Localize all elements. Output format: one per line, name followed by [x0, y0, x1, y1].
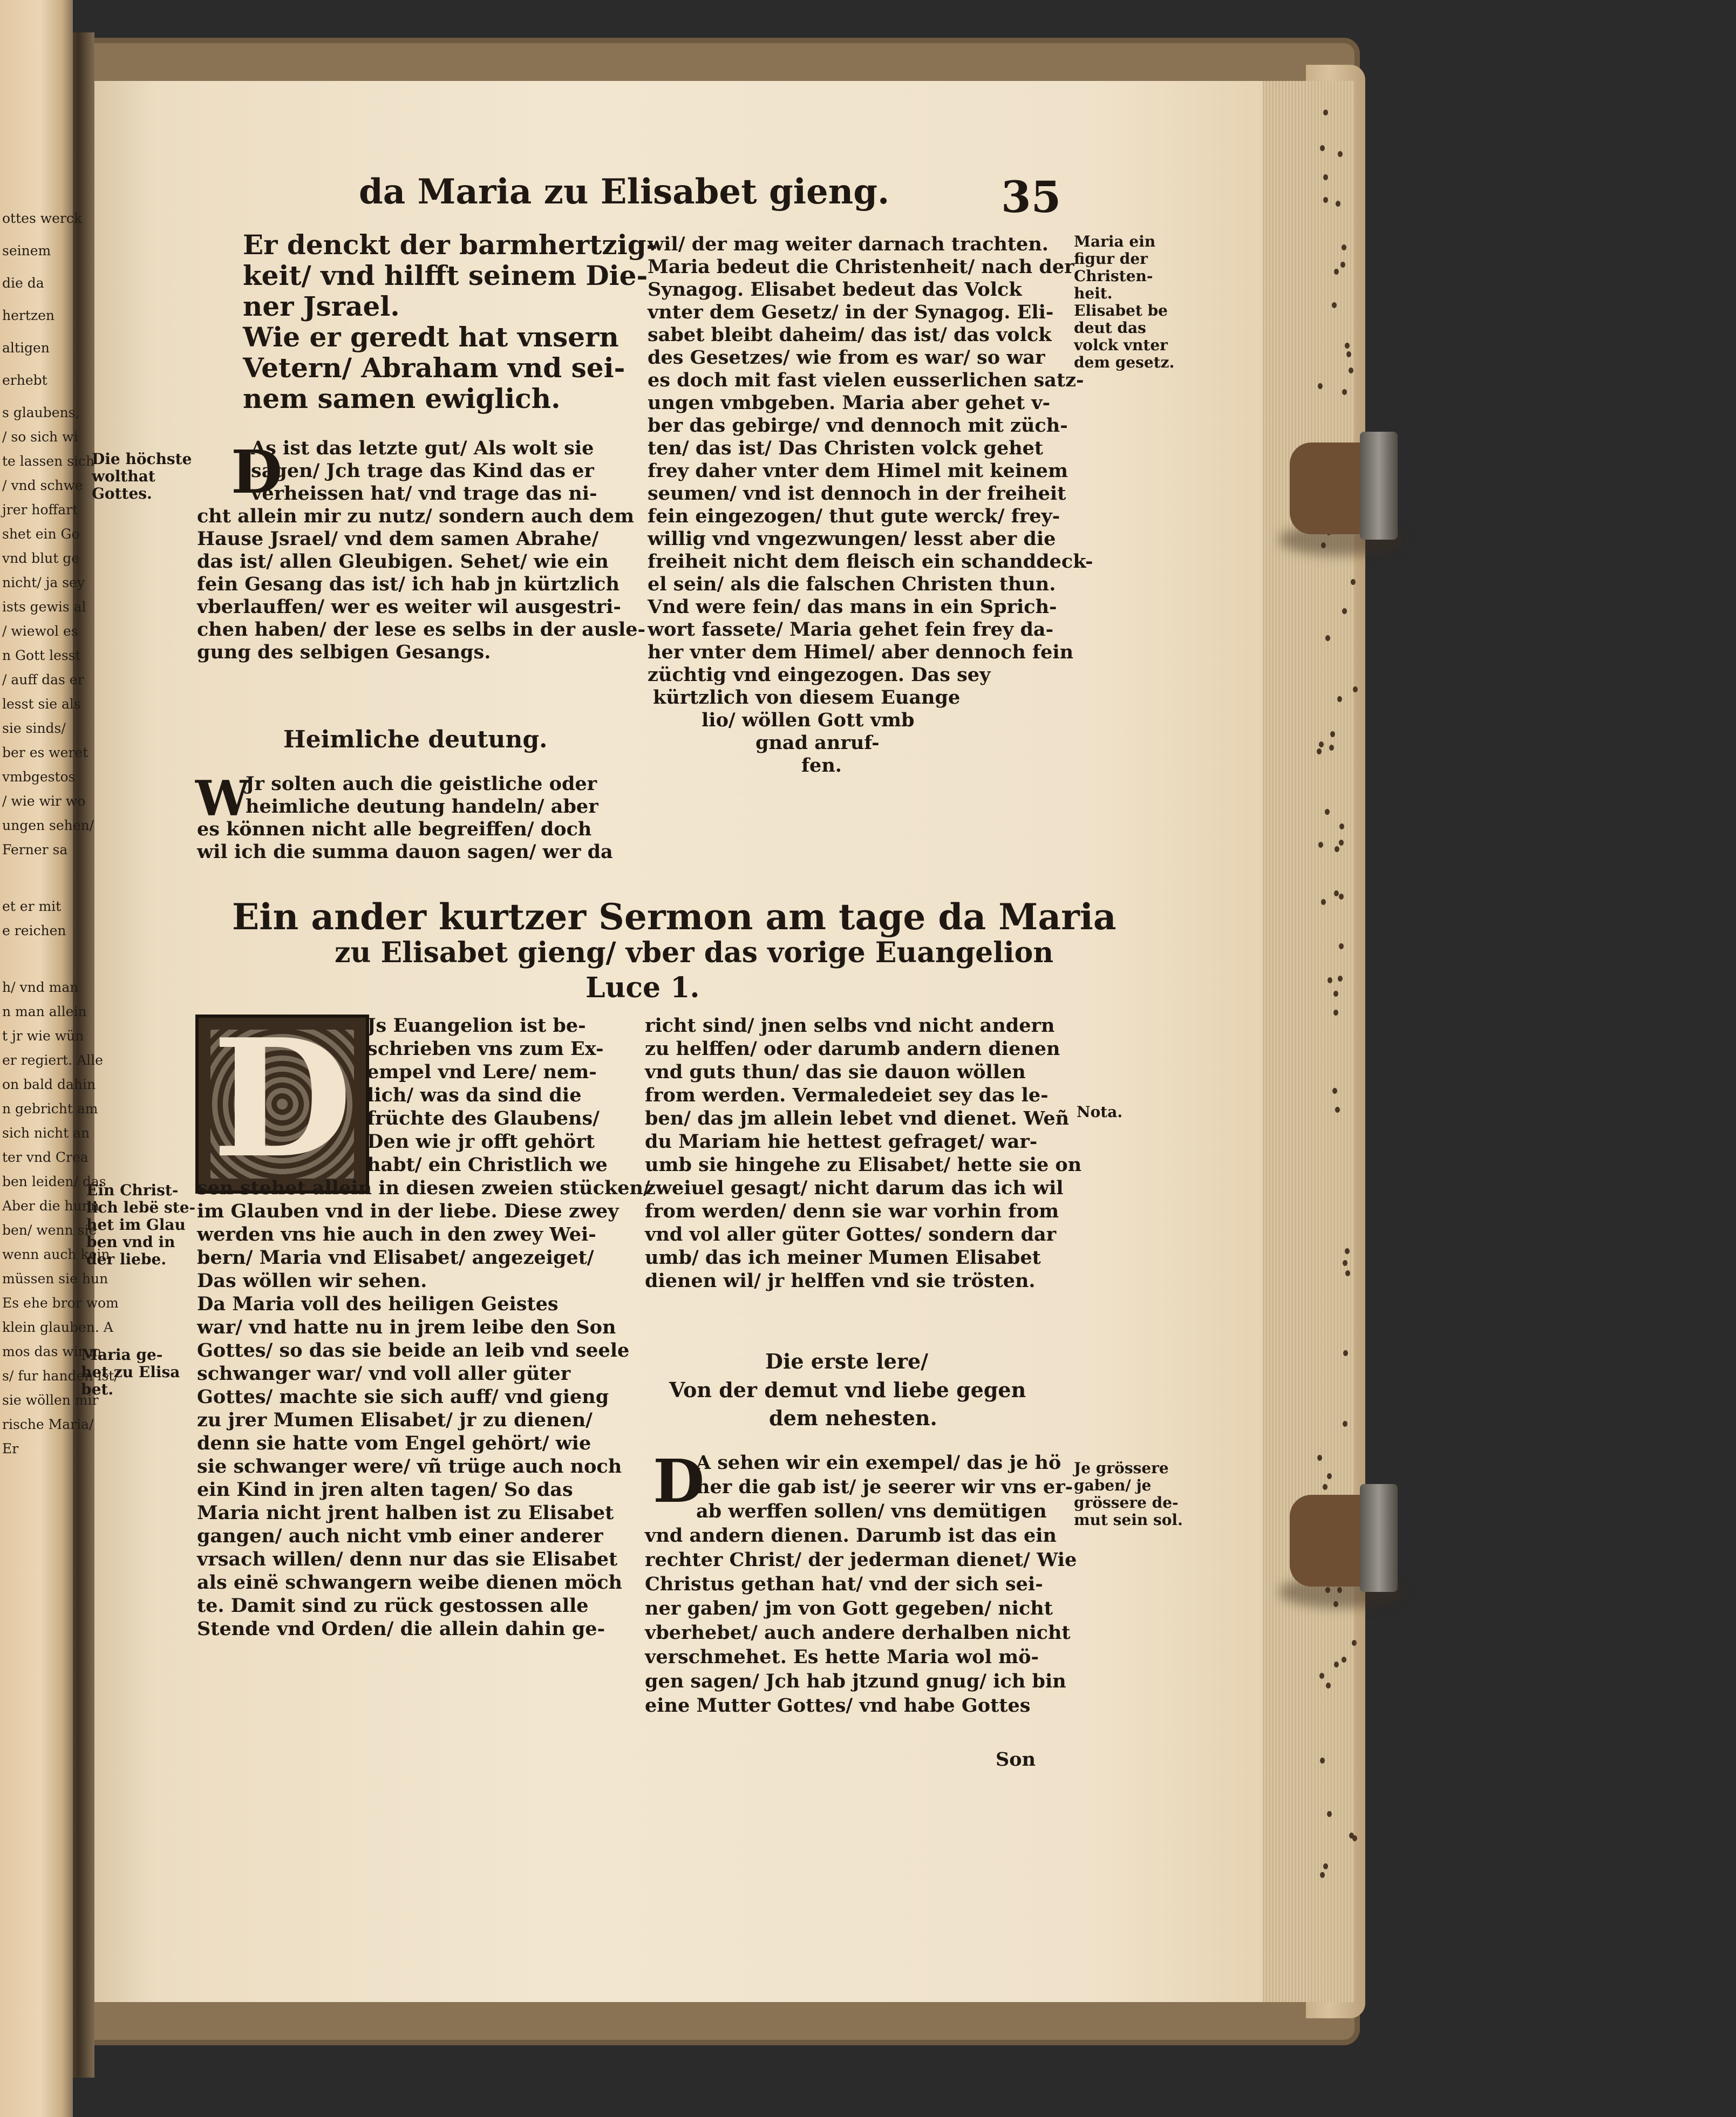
paragraph-line: vnd guts thun/ das sie dauon wöllen	[645, 1061, 1026, 1083]
ornamental-initial-d: D	[195, 1015, 369, 1194]
left-page-line: hertzen	[2, 308, 55, 323]
book-clasp-bottom	[1290, 1479, 1408, 1603]
paragraph-line: bern/ Maria vnd Elisabet/ angezeiget/	[197, 1247, 594, 1269]
paragraph-line: fein eingezogen/ thut gute werck/ frey-	[648, 505, 1060, 527]
paragraph-line: umb/ das ich meiner Mumen Elisabet	[645, 1247, 1041, 1269]
left-page-line: ben leiden/ das	[2, 1174, 106, 1189]
paragraph-line: dienen wil/ jr helffen vnd sie trösten.	[645, 1270, 1036, 1292]
paragraph-line: Vnd were fein/ das mans in ein Sprich-	[648, 596, 1057, 618]
left-page-line: ottes werck	[2, 210, 83, 226]
folio-number: 35	[1001, 172, 1061, 222]
margin-note-line: Ein Christ-	[86, 1181, 179, 1199]
margin-note-line: mut sein sol.	[1074, 1511, 1183, 1529]
paragraph-line: Stende vnd Orden/ die allein dahin ge-	[197, 1618, 605, 1640]
paragraph-line: from werden/ denn sie war vorhin from	[645, 1200, 1059, 1222]
left-page-line: / vnd schwe	[2, 478, 83, 493]
paragraph-line: Christus gethan hat/ vnd der sich sei-	[645, 1573, 1043, 1595]
verse-line: Er denckt der barmhertzig-	[243, 229, 658, 261]
margin-note-line: gaben/ je	[1074, 1476, 1152, 1494]
margin-note-line: ben vnd in	[86, 1233, 175, 1251]
paragraph-line: Jr solten auch die geistliche oder	[246, 773, 597, 795]
paragraph-line: Gottes/ so das sie beide an leib vnd seele	[197, 1339, 630, 1362]
paragraph-line: gen sagen/ Jch hab jtzund gnug/ ich bin	[645, 1670, 1066, 1692]
verse-line: ner Jsrael.	[243, 290, 400, 322]
dropcap-d-3: D	[653, 1446, 705, 1516]
paragraph-line: schwanger war/ vnd voll aller güter	[197, 1363, 571, 1385]
margin-note-line: dem gesetz.	[1074, 353, 1175, 371]
margin-note-line: Maria ge-	[81, 1346, 163, 1364]
margin-note-line: heit.	[1074, 284, 1113, 302]
left-page-line: nicht/ ja sey	[2, 575, 85, 590]
paragraph-line: wil/ der mag weiter darnach trachten.	[648, 233, 1049, 255]
left-page-line: vnd blut ge	[2, 550, 80, 566]
paragraph-line: from werden. Vermaledeiet sey das le-	[645, 1084, 1049, 1106]
left-page-line: n man allein	[2, 1004, 87, 1019]
paragraph-line: fein Gesang das ist/ ich hab jn kürtzlich	[197, 573, 619, 595]
paragraph-line: gangen/ auch nicht vmb einer anderer	[197, 1525, 603, 1547]
paragraph-line: umb sie hingehe zu Elisabet/ hette sie on	[645, 1154, 1082, 1176]
paragraph-line: als einë schwangern weibe dienen möch	[197, 1571, 622, 1594]
paragraph-line: freiheit nicht dem fleisch ein schanddeck-	[648, 550, 1093, 573]
subheading-nehesten: dem nehesten.	[769, 1406, 937, 1430]
paragraph-line: vnd vol aller güter Gottes/ sondern dar	[645, 1223, 1057, 1245]
paragraph-line: ab werffen sollen/ vns demütigen	[696, 1500, 1047, 1522]
page-edges	[1252, 81, 1354, 2002]
left-page-line: h/ vnd man	[2, 979, 79, 995]
left-page-line: / wie wir wo	[2, 793, 86, 809]
margin-note-line: het zu Elisa	[81, 1363, 180, 1381]
left-page-line: klein glauben. A	[2, 1319, 113, 1335]
paragraph-line: züchtig vnd eingezogen. Das sey	[648, 664, 991, 686]
paragraph-line: früchte des Glaubens/	[367, 1107, 600, 1129]
left-page-line: ber es weret	[2, 745, 88, 760]
paragraph-line: ungen vmbgeben. Maria aber gehet v-	[648, 392, 1051, 414]
sermon-heading-line1: Ein ander kurtzer Sermon am tage da Maria	[232, 896, 1117, 938]
left-page-line: ungen sehen/	[2, 818, 94, 833]
left-page-line: t jr wie wün	[2, 1028, 84, 1044]
paragraph-line: rechter Christ/ der jederman dienet/ Wie	[645, 1549, 1077, 1571]
margin-note-line: Die höchste	[92, 450, 192, 468]
paragraph-line: vnd andern dienen. Darumb ist das ein	[645, 1524, 1057, 1547]
paragraph-line: Js Euangelion ist be-	[367, 1015, 586, 1037]
paragraph-line: Gottes/ machte sie sich auff/ vnd gieng	[197, 1386, 609, 1408]
paragraph-line: ner gaben/ jm von Gott gegeben/ nicht	[645, 1597, 1053, 1619]
sermon-heading-line2: zu Elisabet gieng/ vber das vorige Euangelion	[335, 936, 1054, 969]
margin-note-line: het im Glau	[86, 1216, 186, 1234]
left-page-line: er regiert. Alle	[2, 1052, 103, 1068]
sermon-heading-line3: Luce 1.	[586, 971, 700, 1004]
paragraph-line: sagen/ Jch trage das Kind das er	[251, 460, 594, 482]
margin-note-line: volck vnter	[1074, 336, 1168, 354]
paragraph-line: lio/ wöllen Gott vmb	[702, 709, 915, 731]
paragraph-line: werden vns hie auch in den zwey Wei-	[197, 1223, 596, 1245]
left-page-line: shet ein Go	[2, 526, 80, 542]
left-page-line: mos das wir m	[2, 1344, 102, 1359]
left-page-line: te lassen sich	[2, 453, 95, 469]
paragraph-line: her die gab ist/ je seerer wir vns er-	[696, 1476, 1073, 1498]
paragraph-line: du Mariam hie hettest gefraget/ war-	[645, 1131, 1038, 1153]
left-page-line: s glaubens,	[2, 405, 80, 420]
paragraph-line: Maria bedeut die Christenheit/ nach der	[648, 256, 1074, 278]
catchword: Son	[996, 1748, 1036, 1771]
margin-note-line: Nota.	[1077, 1103, 1123, 1121]
left-page-line: Er	[2, 1441, 19, 1456]
paragraph-line: es können nicht alle begreiffen/ doch	[197, 818, 592, 840]
verse-line: Wie er geredt hat vnsern	[243, 321, 619, 353]
paragraph-line: chen haben/ der lese es selbs in der ausle-	[197, 618, 646, 641]
paragraph-line: sabet bleibt daheim/ das ist/ das volck	[648, 324, 1052, 346]
left-page-line: Aber die hunn	[2, 1198, 99, 1214]
margin-note-line: lich lebë ste-	[86, 1199, 196, 1216]
left-page-line: sie wöllen mir	[2, 1392, 99, 1408]
paragraph-line: gnad anruf-	[755, 732, 880, 754]
paragraph-line: frey daher vnter dem Himel mit keinem	[648, 460, 1068, 482]
paragraph-line: kürtzlich von diesem Euange	[653, 686, 961, 709]
paragraph-line: denn sie hatte vom Engel gehört/ wie	[197, 1432, 591, 1454]
margin-note-line: deut das	[1074, 319, 1146, 337]
left-page-line: jrer hoffart	[2, 502, 78, 518]
paragraph-line: war/ vnd hatte nu in jrem leibe den Son	[197, 1316, 616, 1338]
left-page-line: / so sich wi	[2, 429, 78, 445]
verse-line: Vetern/ Abraham vnd sei-	[243, 352, 625, 384]
paragraph-line: im Glauben vnd in der liebe. Diese zwey	[197, 1200, 619, 1222]
paragraph-line: vnter dem Gesetz/ in der Synagog. Eli-	[648, 301, 1054, 323]
left-page-line: lesst sie als	[2, 696, 81, 712]
margin-note-line: figur der	[1074, 250, 1148, 268]
left-page-line: ter vnd Crea	[2, 1149, 88, 1165]
paragraph-line: seumen/ vnd ist dennoch in der freiheit	[648, 482, 1066, 505]
left-page-line: / auff das er	[2, 672, 84, 687]
left-page-line: / wiewol es	[2, 623, 78, 639]
paragraph-line: Den wie jr offt gehört	[367, 1131, 595, 1153]
paragraph-line: habt/ ein Christlich we	[367, 1154, 608, 1176]
paragraph-line: te. Damit sind zu rück gestossen alle	[197, 1595, 589, 1617]
subheading-erste-lere: Die erste lere/	[765, 1349, 929, 1373]
paragraph-line: As ist das letzte gut/ Als wolt sie	[251, 437, 594, 459]
left-page-line: vmbgestos	[2, 769, 76, 785]
paragraph-line: Da Maria voll des heiligen Geistes	[197, 1293, 559, 1315]
margin-note-line: Maria ein	[1074, 233, 1156, 250]
paragraph-line: sen stehet allein in diesen zweien stücken/	[197, 1177, 650, 1199]
running-title: da Maria zu Elisabet gieng.	[359, 172, 890, 212]
left-page-line: n gebricht am	[2, 1101, 98, 1117]
margin-note-line: wolthat	[92, 467, 155, 485]
paragraph-line: heimliche deutung handeln/ aber	[246, 795, 598, 818]
paragraph-line: ben/ das jm allein lebet vnd dienet. Weñ	[645, 1107, 1070, 1129]
margin-note-line: grössere de-	[1074, 1494, 1179, 1512]
subheading-demut: Von der demut vnd liebe gegen	[669, 1378, 1026, 1402]
left-page-line: s/ fur handen ist/	[2, 1368, 119, 1384]
left-page-line: e reichen	[2, 923, 66, 938]
paragraph-line: verheissen hat/ vnd trage das ni-	[251, 482, 597, 505]
paragraph-line: Hause Jsrael/ vnd dem samen Abrahe/	[197, 528, 599, 550]
paragraph-line: A sehen wir ein exempel/ das je hö	[696, 1452, 1061, 1474]
paragraph-line: ein Kind in jren alten tagen/ So das	[197, 1479, 573, 1501]
paragraph-line: schrieben vns zum Ex-	[367, 1038, 604, 1060]
paragraph-line: ten/ das ist/ Das Christen volck gehet	[648, 437, 1044, 459]
dropcap-d-1: D	[231, 437, 283, 507]
paragraph-line: her vnter dem Himel/ aber dennoch fein	[648, 641, 1074, 663]
paragraph-line: Maria nicht jrent halben ist zu Elisabet	[197, 1502, 614, 1524]
paragraph-line: wort fassete/ Maria gehet fein frey da-	[648, 618, 1054, 641]
left-page-line: seinem	[2, 243, 51, 258]
margin-note-line: Je grössere	[1074, 1459, 1169, 1477]
paragraph-line: ber das gebirge/ vnd dennoch mit züch-	[648, 414, 1068, 437]
left-page-line: altigen	[2, 340, 50, 356]
left-page-line: rische Maria/	[2, 1417, 94, 1432]
paragraph-line: verschmehet. Es hette Maria wol mö-	[645, 1646, 1039, 1668]
paragraph-line: sie schwanger were/ vñ trüge auch noch	[197, 1455, 622, 1478]
left-page-line: Es ehe bror wom	[2, 1295, 119, 1311]
paragraph-line: Synagog. Elisabet bedeut das Volck	[648, 278, 1022, 301]
paragraph-line: willig vnd vngezwungen/ lesst aber die	[648, 528, 1056, 550]
paragraph-line: vberhebet/ auch andere derhalben nicht	[645, 1622, 1071, 1644]
margin-note-line: Christen-	[1074, 267, 1153, 285]
paragraph-line: vrsach willen/ denn nur das sie Elisabet	[197, 1548, 618, 1570]
paragraph-line: lich/ was da sind die	[367, 1084, 582, 1106]
paragraph-line: zu jrer Mumen Elisabet/ jr zu dienen/	[197, 1409, 593, 1431]
left-page-line: on bald dahin	[2, 1077, 96, 1092]
paragraph-line: vberlauffen/ wer es weiter wil ausgestri-	[197, 596, 621, 618]
paragraph-line: richt sind/ jnen selbs vnd nicht andern	[645, 1015, 1055, 1037]
left-page-line: ben/ wenn sie	[2, 1222, 97, 1238]
subheading-heimliche-deutung: Heimliche deutung.	[283, 726, 548, 753]
left-page-line: et er mit	[2, 898, 62, 914]
left-page-line: müssen sie hun	[2, 1271, 108, 1286]
paragraph-line: wil ich die summa dauon sagen/ wer da	[197, 841, 613, 863]
paragraph-line: empel vnd Lere/ nem-	[367, 1061, 597, 1083]
paragraph-line: des Gesetzes/ wie from es war/ so war	[648, 346, 1045, 369]
left-page-line: n Gott lesst	[2, 648, 81, 663]
margin-note-line: der liebe.	[86, 1250, 167, 1268]
paragraph-line: eine Mutter Gottes/ vnd habe Gottes	[645, 1694, 1031, 1717]
margin-note-line: Gottes.	[92, 485, 152, 502]
verse-line: keit/ vnd hilfft seinem Die-	[243, 260, 648, 291]
left-page-line: sie sinds/	[2, 720, 66, 736]
book-clasp-top	[1290, 426, 1408, 550]
paragraph-line: gung des selbigen Gesangs.	[197, 641, 491, 663]
verse-line: nem samen ewiglich.	[243, 383, 561, 414]
left-page-line: wenn auch kein	[2, 1247, 110, 1262]
paragraph-line: el sein/ als die falschen Christen thun.	[648, 573, 1056, 595]
left-page-line: erhebt	[2, 372, 47, 388]
left-page-line: ists gewis al	[2, 599, 86, 615]
left-page-line: die da	[2, 275, 44, 291]
left-page-line: sich nicht an	[2, 1125, 90, 1141]
margin-note-line: Elisabet be	[1074, 302, 1168, 319]
dropcap-w: W	[195, 770, 250, 827]
paragraph-line: zu helffen/ oder darumb andern dienen	[645, 1038, 1060, 1060]
paragraph-line: cht allein mir zu nutz/ sondern auch dem	[197, 505, 635, 527]
paragraph-line: es doch mit fast vielen eusserlichen satz-	[648, 369, 1084, 391]
left-page-line: Ferner sa	[2, 842, 68, 857]
paragraph-line: Das wöllen wir sehen.	[197, 1270, 427, 1292]
paragraph-line: fen.	[801, 754, 842, 777]
margin-note-line: bet.	[81, 1380, 114, 1398]
paragraph-line: zweiuel gesagt/ nicht darum das ich wil	[645, 1177, 1064, 1199]
paragraph-line: das ist/ allen Gleubigen. Sehet/ wie ein	[197, 550, 609, 573]
